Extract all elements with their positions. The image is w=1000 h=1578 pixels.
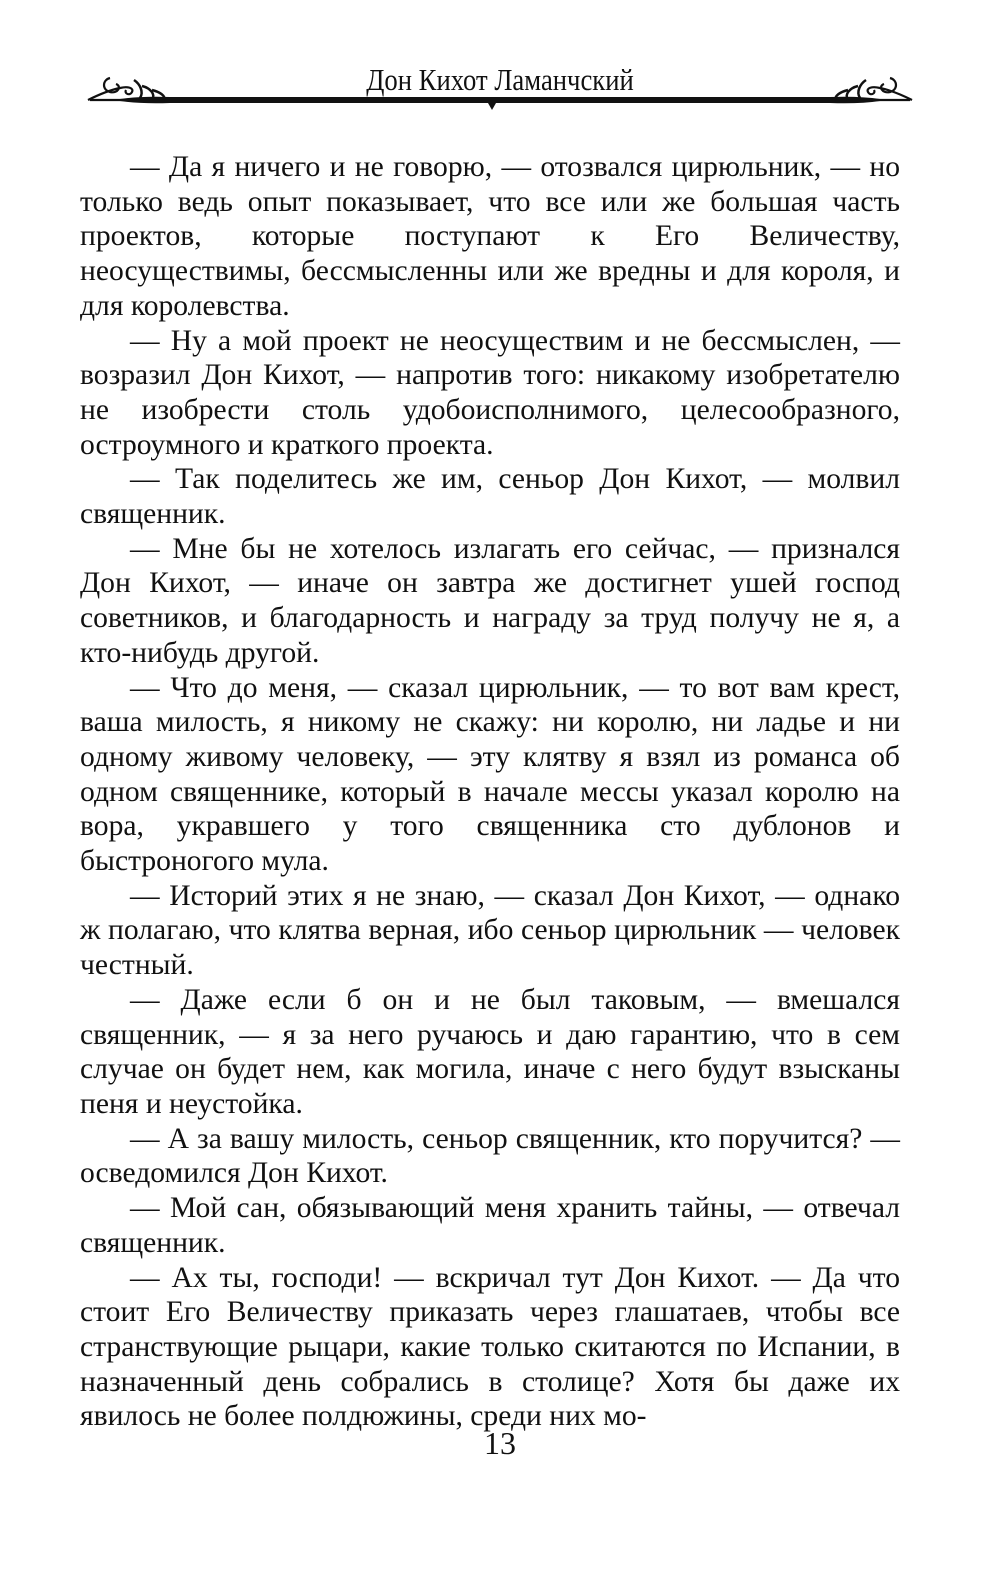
paragraph: — Что до меня, — сказал цирюльник, — то вот вам крест, ваша милость, я никому не скажу: ни королю, ни ладье и ни одному живому человеку, — эту клятву я взял из романса об одном священнике, который в начале мессы указал королю на вора, укравшего у того священника сто дублонов и быстроногого мула. <box>80 671 900 878</box>
paragraph: — А за вашу милость, сеньор священник, кто поручится? — осведомился Дон Кихот. <box>80 1122 900 1190</box>
paragraph: — Да я ничего и не говорю, — отозвался цирюльник, — но только ведь опыт показывает, что все или же большая часть проектов, которые поступают к Его Величеству, неосуществимы, бессмысленны или же вредны и для короля, и для королевства. <box>80 151 900 322</box>
paragraph: — Ну а мой проект не неосуществим и не бессмыслен, — возразил Дон Кихот, — напротив того: никакому изобретателю не изобрести столь удобоисполнимого, целесообразного, остроумного и краткого проекта. <box>80 324 900 461</box>
paragraph: — Историй этих я не знаю, — сказал Дон Кихот, — однако ж полагаю, что клятва верная, ибо сеньор цирюльник — человек честный. <box>80 879 900 982</box>
paragraph: — Так поделитесь же им, сеньор Дон Кихот, — молвил священник. <box>80 463 900 531</box>
paragraph: — Мне бы не хотелось излагать его сейчас, — признался Дон Кихот, — иначе он завтра же достигнет ушей господ советников, и благодарность и награду за труд получу не я, а кто-нибудь другой. <box>80 532 900 669</box>
running-header <box>80 50 920 120</box>
body-text <box>80 150 900 1434</box>
running-title: Дон Кихот Ламанчский <box>366 62 634 97</box>
paragraph: — Мой сан, обязывающий меня хранить тайны, — отвечал священник. <box>80 1192 900 1259</box>
paragraph: — Ах ты, господи! — вскричал тут Дон Кихот. — Да что стоит Его Величеству приказать через глашатаев, чтобы все странствующие рыцари, какие только скитаются по Испании, в назначенный день собрались в столице? Хотя бы даже их явилось не более полдюжины, среди них мо- <box>80 1261 900 1433</box>
paragraph: — Даже если б он и не был таковым, — вмешался священник, — я за него ручаюсь и даю гарантию, что в сем случае он будет нем, как могила, иначе с него будут взысканы пеня и неустойка. <box>80 983 900 1120</box>
page-number: 13 <box>484 1425 516 1461</box>
